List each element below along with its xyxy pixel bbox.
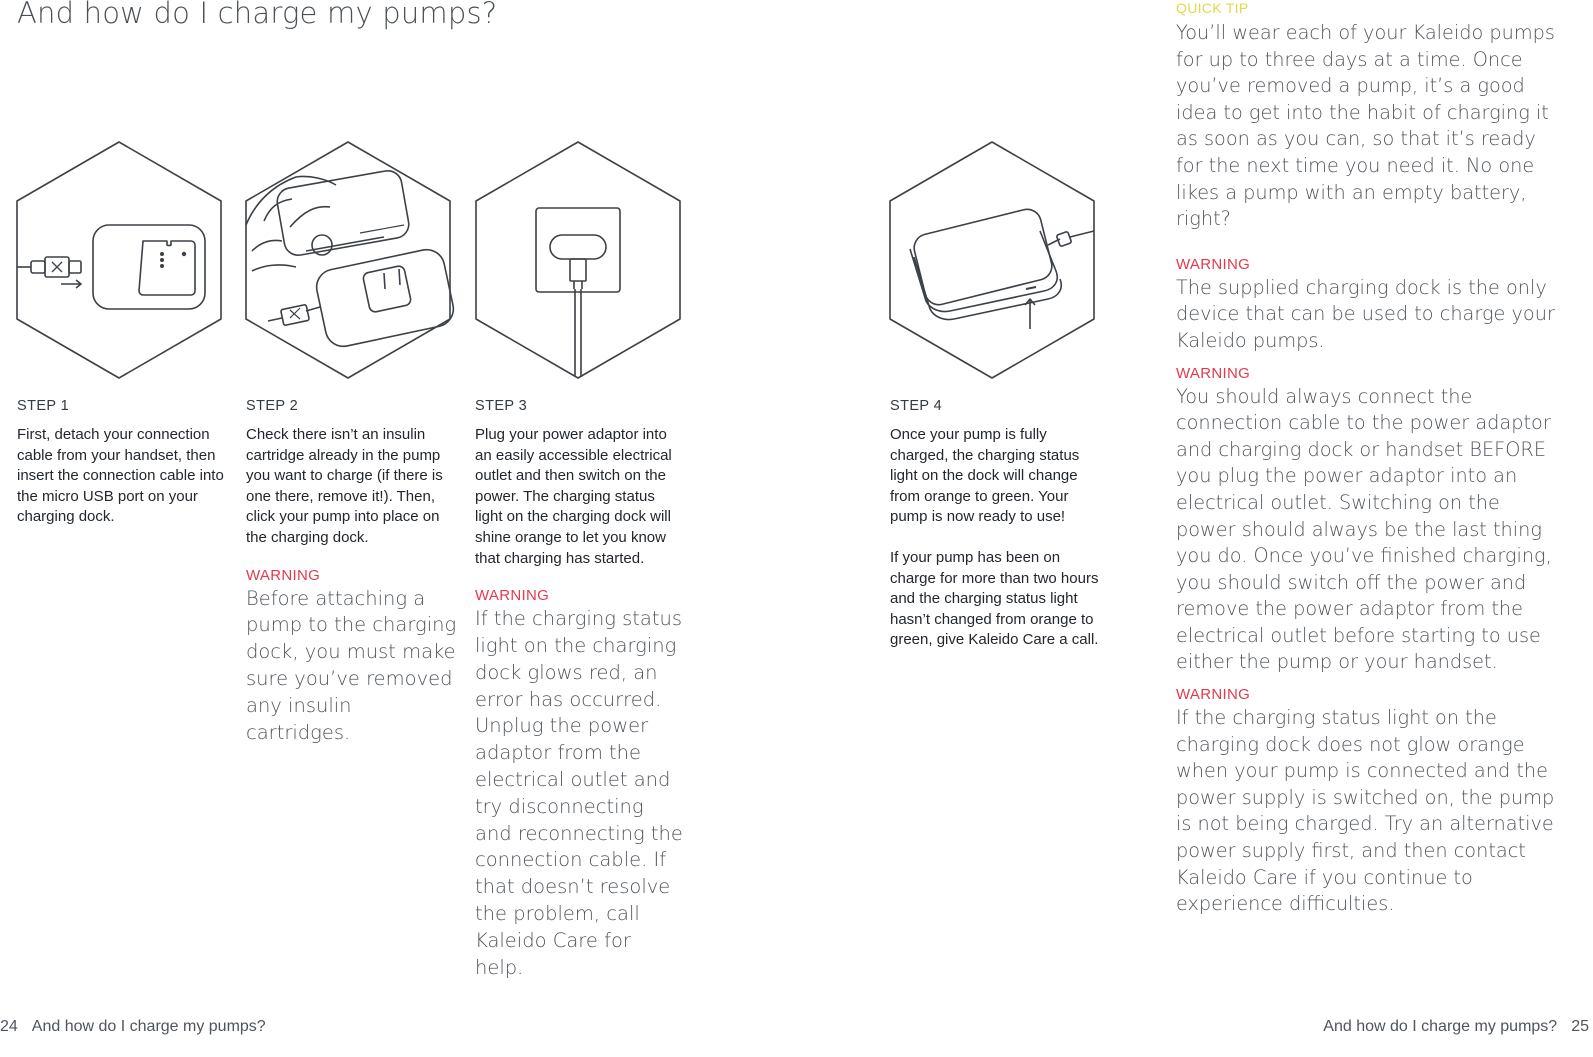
step3-illustration [474, 141, 682, 381]
warning-label: WARNING [1176, 255, 1251, 273]
hexagon-frame [890, 142, 1094, 378]
warning-label: WARNING [475, 587, 550, 605]
step-paragraph: First, detach your connection cable from your handset, then insert the connection cable into the micro USB port on your charging dock. [17, 426, 224, 526]
step-label: STEP 1 [17, 398, 70, 414]
step-body [890, 425, 1100, 651]
warning-text: The supplied charging dock is the only device that can be used to charge your Kaleido pumps. [1176, 275, 1555, 352]
warning-text: You should always connect the connection cable to the power adaptor and charging dock or handset BEFORE you plug the power adaptor into an electrical outlet. Switching on the power should always be the last thing you do. Once you’ve finished charging, you should switch off the power and remove the power adaptor from the electrical outlet before starting to use either the pump or your handset. [1176, 384, 1552, 674]
step4-illustration [888, 141, 1096, 381]
warning-label: WARNING [246, 566, 321, 584]
step-body [17, 425, 229, 528]
warning-text: If the charging status light on the charging dock glows red, an error has occurred. Unplug the power adaptor from the electrical outlet and try disconnecting and reconnecting the connection cable. If that doesn’t resolve the problem, call Kaleido Care for help. [475, 607, 683, 979]
step-label: STEP 3 [475, 398, 528, 414]
warning-text: If the charging status light on the charging dock does not glow orange when your pump is connected and the power supply is switched on, the pump is not being charged. Try an alternative power supply first, and then contact Kaleido Care if you continue to experience difficulties. [1176, 706, 1555, 916]
step-paragraph: If your pump has been on charge for more than two hours and the charging status light hasn’t changed from orange to green, give Kaleido Care a call. [890, 548, 1099, 649]
page-number: 24 [0, 1018, 18, 1035]
page-title: And how do I charge my pumps? [17, 0, 498, 30]
hexagon-frame [17, 142, 221, 378]
pump-onto-dock-icon [246, 169, 457, 350]
step-paragraph: Check there isn’t an insulin cartridge already in the pump you want to charge (if there is one there, remove it!). Then, click your pump into place on the charging dock. [246, 426, 443, 546]
step-label: STEP 2 [246, 398, 299, 414]
step-1 [17, 398, 229, 528]
footer-title: And how do I charge my pumps? [31, 1018, 266, 1035]
step-4 [890, 398, 1100, 651]
step-label: STEP 4 [890, 398, 943, 414]
warning-label: WARNING [1176, 364, 1251, 382]
footer-title: And how do I charge my pumps? [1323, 1018, 1558, 1035]
step1-illustration [15, 141, 223, 381]
step-body [475, 425, 685, 569]
page-number: 25 [1571, 1018, 1589, 1035]
pump-charging-icon [910, 206, 1094, 329]
side-column [1176, 0, 1556, 918]
step-body [246, 425, 458, 549]
footer-right [1323, 1018, 1589, 1036]
step-paragraph: Plug your power adaptor into an easily accessible electrical outlet and then switch on the power. The charging status light on the charging dock will shine orange to let you know that charging has started. [475, 426, 672, 567]
step-2 [246, 398, 458, 746]
footer-left [0, 1018, 266, 1036]
step-3 [475, 398, 685, 981]
step2-illustration [244, 141, 452, 381]
step-paragraph: Once your pump is fully charged, the charging status light on the dock will change from orange to green. Your pump is now ready to use! [890, 426, 1080, 526]
hexagon-frame [476, 142, 680, 378]
warning-label: WARNING [1176, 686, 1251, 704]
cable-into-dock-icon [17, 225, 205, 309]
quick-tip-label: QUICK TIP [1176, 0, 1249, 16]
warning-text: Before attaching a pump to the charging dock, you must make sure you’ve removed any insulin cartridges. [246, 586, 457, 744]
quick-tip-text: You’ll wear each of your Kaleido pumps for up to three days at a time. Once you’ve removed a pump, it’s a good idea to get into the habit of charging it as soon as you can, so that it’s ready for the next time you need it. No one likes a pump with an empty battery, right? [1176, 21, 1555, 231]
power-outlet-icon [536, 208, 620, 377]
